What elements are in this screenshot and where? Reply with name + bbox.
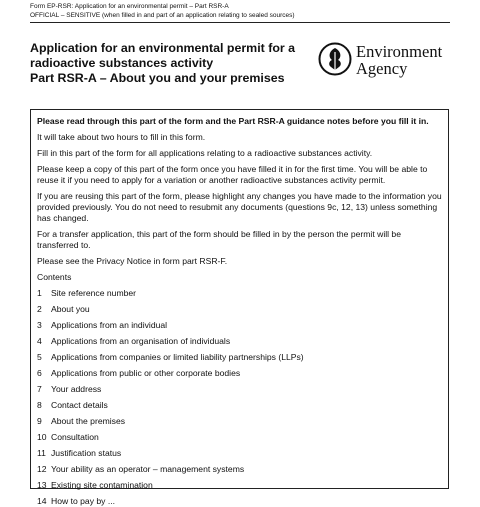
contents-item-number: 6 [37, 368, 42, 378]
paragraph-privacy: Please see the Privacy Notice in form part RSR-F. [37, 256, 228, 266]
contents-item [37, 352, 442, 363]
contents-item-number: 11 [37, 448, 46, 458]
contents-item-label: Applications from companies or limited liability partnerships (LLPs) [51, 352, 304, 362]
contents-item-label: Your address [51, 384, 102, 394]
contents-item-label: About you [51, 304, 90, 314]
contents-item-label: Applications from public or other corporate bodies [51, 368, 241, 378]
contents-item [37, 464, 442, 475]
paragraph-scope: Fill in this part of the form for all applications relating to a radioactive substances activity. [37, 148, 373, 158]
contents-item-label: Contact details [51, 400, 108, 410]
contents-item-number: 7 [37, 384, 42, 394]
title-line-1: Application for an environmental permit for a [30, 41, 296, 55]
paragraph-time: It will take about two hours to fill in this form. [37, 132, 206, 142]
title-line-2: radioactive substances activity [30, 56, 214, 70]
contents-item-number: 8 [37, 400, 42, 410]
contents-item-label: Consultation [51, 432, 99, 442]
contents-item-label: Applications from an individual [51, 320, 168, 330]
contents-item [37, 368, 442, 379]
paragraph-keep-copy: Please keep a copy of this part of the form once you have filled it in for the first time. You will be able to reuse it if you need to apply for a variation or another radioactive substances activity permit. [37, 164, 428, 185]
contents-item-number: 1 [37, 288, 42, 298]
contents-item-label: About the premises [51, 416, 126, 426]
title-line-3: Part RSR-A – About you and your premises [30, 71, 285, 85]
contents-item [37, 384, 442, 395]
contents-item-number: 4 [37, 336, 42, 346]
contents-list [37, 288, 442, 507]
intro-instruction: Please read through this part of the form and the Part RSR-A guidance notes before you fill it in. [37, 116, 429, 126]
contents-item-label: How to pay by ... [51, 496, 116, 506]
contents-item [37, 496, 442, 507]
document-header [30, 2, 295, 20]
logo-wordmark [356, 43, 442, 77]
contents-item-label: Existing site contamination [51, 480, 153, 490]
contents-item-number: 12 [37, 464, 47, 474]
contents-item-label: Site reference number [51, 288, 137, 298]
contents-item [37, 336, 442, 347]
environment-agency-logo-icon [318, 42, 352, 76]
contents-item-number: 5 [37, 352, 42, 362]
contents-item-number: 10 [37, 432, 47, 442]
contents-item-label: Justification status [51, 448, 122, 458]
form-reference-line: Form EP-RSR: Application for an environmental permit – Part RSR-A [30, 3, 229, 10]
logo-line-1: Environment [356, 42, 443, 61]
logo-line-2: Agency [356, 59, 408, 78]
contents-item [37, 448, 442, 459]
contents-item [37, 304, 442, 315]
contents-item [37, 400, 442, 411]
contents-item-label: Your ability as an operator – management systems [51, 464, 245, 474]
page-title [30, 41, 320, 86]
contents-heading: Contents [37, 272, 72, 282]
contents-item [37, 480, 442, 491]
contents-item-number: 13 [37, 480, 47, 490]
contents-item [37, 320, 442, 331]
contents-item-number: 14 [37, 496, 47, 506]
contents-item [37, 416, 442, 427]
environment-agency-logo [318, 42, 458, 76]
contents-item-number: 3 [37, 320, 42, 330]
contents-item-label: Applications from an organisation of individuals [51, 336, 231, 346]
header-divider [30, 22, 450, 23]
paragraph-reuse: If you are reusing this part of the form, please highlight any changes you have made to the information you provided previously. You do not need to resubmit any documents (questions 9c, 12, 13) unless something has changed. [37, 191, 442, 223]
paragraph-transfer: For a transfer application, this part of the form should be filled in by the person the permit will be transferred to. [37, 229, 401, 250]
contents-item [37, 432, 442, 443]
contents-item-number: 2 [37, 304, 42, 314]
sensitivity-line: OFFICIAL – SENSITIVE (when filled in and part of an application relating to sealed sources) [30, 12, 295, 19]
contents-item-number: 9 [37, 416, 42, 426]
contents-item [37, 288, 442, 299]
instructions-panel [30, 109, 449, 506]
